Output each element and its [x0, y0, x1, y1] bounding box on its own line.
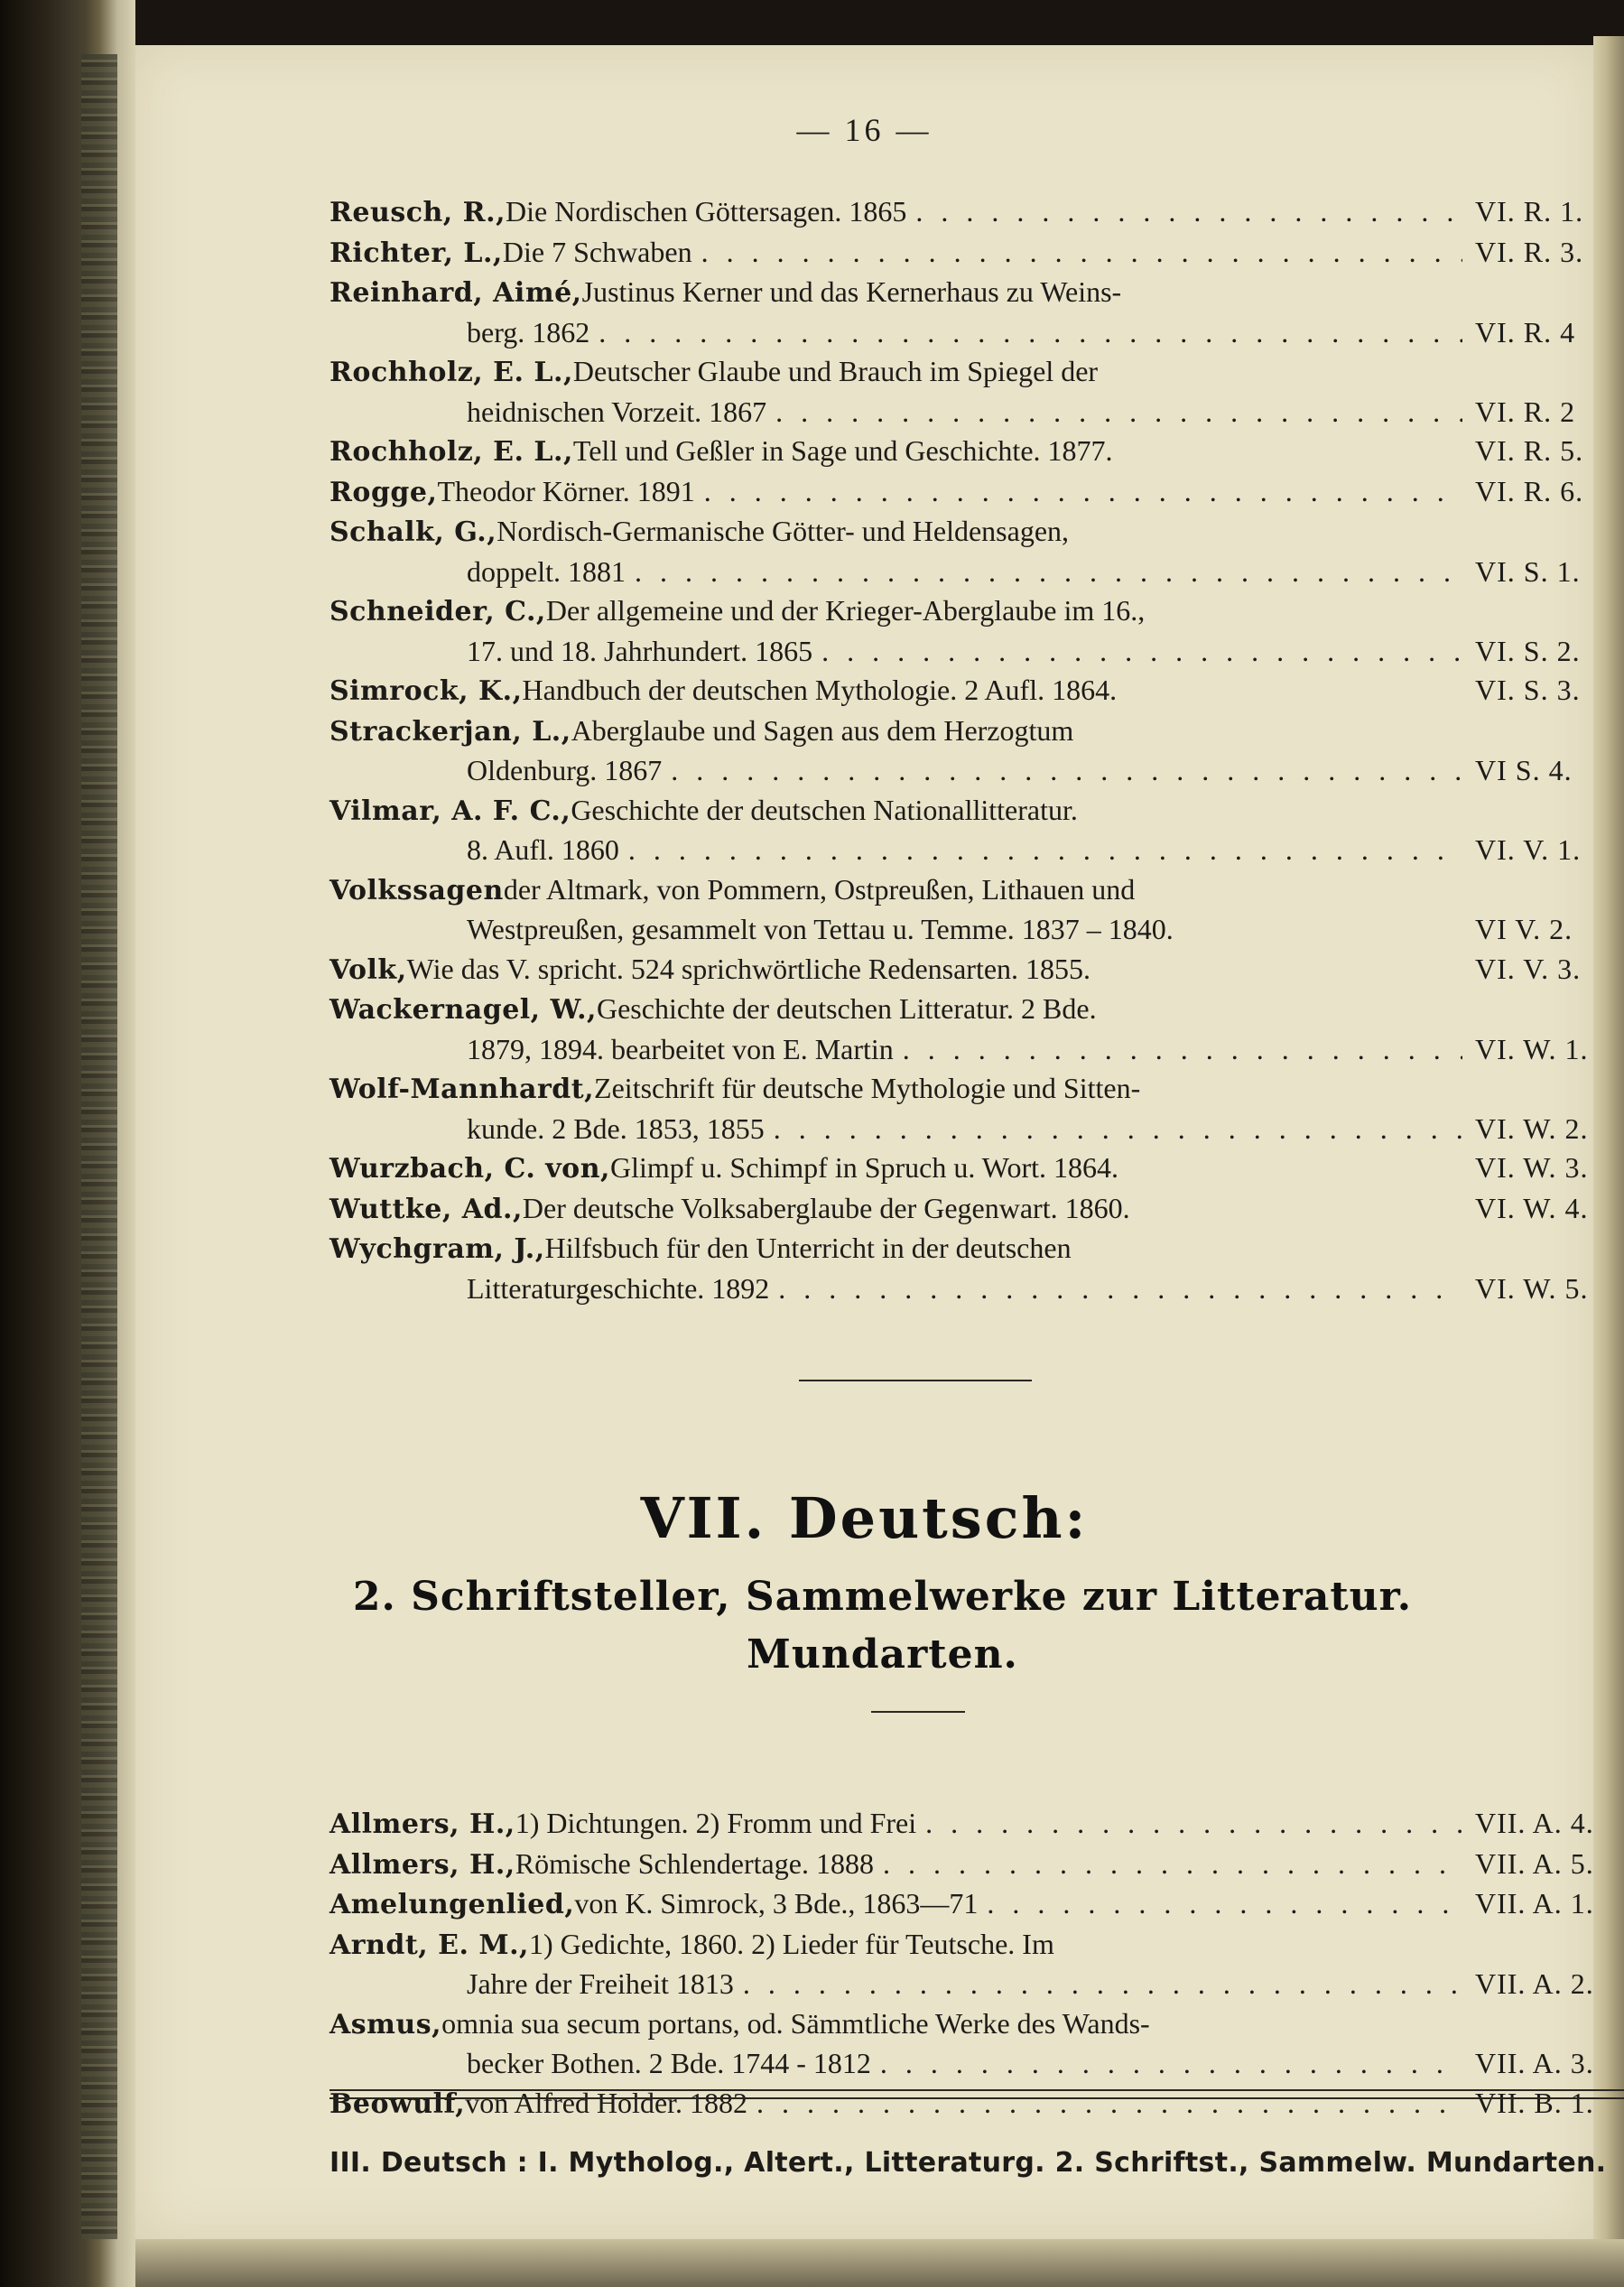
- entry-title: 8. Aufl. 1860: [467, 833, 619, 866]
- shelf-reference: VI S. 4.: [1475, 754, 1573, 786]
- entry-author: Wuttke, Ad.,: [329, 1193, 523, 1225]
- catalog-entry: [329, 2004, 1624, 2084]
- entry-title: Die Nordischen Göttersagen. 1865: [506, 195, 907, 228]
- entry-title: Oldenburg. 1867: [467, 754, 663, 786]
- entry-author: Volk,: [329, 953, 407, 986]
- entry-line: [329, 553, 1624, 592]
- shelf-reference: VI. S. 2.: [1475, 634, 1581, 667]
- entry-title: der Altmark, von Pommern, Ostpreußen, Lithauen und: [503, 872, 1136, 906]
- entry-author: Amelungenlied,: [329, 1889, 575, 1920]
- dot-leader: [778, 1269, 1462, 1309]
- entry-line: [329, 990, 1624, 1030]
- entry-line: [329, 831, 1624, 870]
- entry-line: [329, 711, 1624, 752]
- dot-leader: [774, 1110, 1462, 1149]
- entry-author: Wolf-Mannhardt,: [329, 1074, 595, 1105]
- entry-title: Der deutsche Volksaberglaube der Gegenwart. 1860.: [522, 1191, 1130, 1224]
- entry-author: Rochholz, E. L.,: [329, 436, 573, 468]
- catalog-entry: [329, 1925, 1624, 2004]
- entry-line: [329, 1965, 1624, 2004]
- entry-title: Aberglaube und Sagen aus dem Herzogtum: [571, 713, 1074, 747]
- entry-line: [329, 1845, 1624, 1885]
- entry-title: Der allgemeine und der Krieger-Aberglaube im 16.,: [545, 594, 1146, 627]
- shelf-reference: VII. A. 3.: [1475, 2047, 1594, 2079]
- entry-title: Westpreußen, gesammelt von Tettau u. Temme. 1837 – 1840.: [467, 913, 1174, 945]
- entry-author: Wychgram, J.,: [329, 1233, 545, 1265]
- entry-line: [329, 512, 1624, 553]
- catalog-entry: [329, 472, 1624, 513]
- catalog-entry: [329, 512, 1624, 591]
- entry-title: berg. 1862: [467, 315, 590, 349]
- dot-leader: [628, 831, 1462, 870]
- section-heading: VII. Deutsch:: [640, 1485, 1089, 1551]
- entry-title: Justinus Kerner und das Kernerhaus zu Weins-: [581, 275, 1122, 308]
- entry-title: Deutscher Glaube und Brauch im Spiegel der: [572, 355, 1099, 387]
- catalog-entry: [329, 273, 1624, 352]
- entry-title: von K. Simrock, 3 Bde., 1863—71: [574, 1887, 979, 1920]
- entry-title: Römische Schlendertage. 1888: [515, 1846, 874, 1880]
- catalog-page: [135, 45, 1607, 2239]
- entry-author: Schneider, C.,: [329, 596, 546, 628]
- catalog-entry: [329, 870, 1624, 950]
- entry-author: Allmers, H.,: [329, 1808, 515, 1840]
- entry-title: doppelt. 1881: [467, 554, 626, 588]
- catalog-entry: [329, 711, 1624, 791]
- entry-line: [329, 1148, 1624, 1189]
- dot-leader: [671, 751, 1462, 791]
- entry-title: 1) Gedichte, 1860. 2) Lieder für Teutsche. Im: [528, 1927, 1054, 1960]
- dot-leader: [915, 192, 1462, 232]
- entry-line: [329, 671, 1624, 711]
- entry-line: [329, 393, 1624, 432]
- shelf-reference: VI. W. 1.: [1475, 1032, 1589, 1065]
- entry-author: Vilmar, A. F. C.,: [329, 795, 571, 827]
- dot-leader: [701, 233, 1462, 273]
- entry-author: Richter, L.,: [329, 237, 503, 269]
- catalog-entry: [329, 791, 1624, 870]
- shelf-reference: VII. A. 4.: [1475, 1807, 1594, 1839]
- catalog-entry: [329, 192, 1624, 233]
- entry-title: omnia sua secum portans, od. Sämmtliche Werke des Wands-: [441, 2006, 1150, 2040]
- catalog-entry: [329, 950, 1624, 990]
- shelf-reference: VII. A. 2.: [1475, 1967, 1594, 2000]
- catalog-entry: [329, 233, 1624, 274]
- entry-line: [329, 1069, 1624, 1110]
- dot-leader: [903, 1030, 1462, 1070]
- footer-double-rule: [329, 2089, 1624, 2099]
- entry-line: [329, 1189, 1624, 1230]
- catalog-entry: [329, 1884, 1624, 1925]
- catalog-entry: [329, 990, 1624, 1069]
- footer-running-title: III. Deutsch : I. Mytholog., Altert., Litteraturg. 2. Schriftst., Sammelw. Mundarten.: [329, 2147, 1607, 2179]
- dot-leader: [925, 1804, 1462, 1844]
- entry-line: [329, 1110, 1624, 1149]
- subheading-divider: [871, 1711, 965, 1713]
- entry-line: [329, 2044, 1624, 2084]
- entry-title: 17. und 18. Jahrhundert. 1865: [467, 634, 813, 667]
- entry-line: [329, 432, 1624, 472]
- entry-author: Strackerjan, L.,: [329, 715, 571, 748]
- shelf-reference: VI. W. 2.: [1475, 1111, 1589, 1145]
- dot-leader: [821, 632, 1462, 672]
- entry-title: becker Bothen. 2 Bde. 1744 - 1812: [467, 2047, 871, 2079]
- catalog-entry: [329, 1804, 1624, 1845]
- shelf-reference: VI. R. 6.: [1475, 474, 1584, 507]
- shelf-reference: VI. S. 1.: [1475, 554, 1581, 588]
- entry-author: Allmers, H.,: [329, 1848, 515, 1881]
- catalog-entry: [329, 591, 1624, 671]
- entry-line: [329, 233, 1624, 274]
- shelf-reference: VI. W. 5.: [1475, 1271, 1589, 1305]
- page-number: — 16 —: [796, 112, 933, 148]
- dot-leader: [743, 1965, 1462, 2004]
- entry-line: [329, 352, 1624, 393]
- shelf-reference: VI. R. 5.: [1475, 434, 1584, 467]
- shelf-reference: VI. W. 4.: [1475, 1191, 1589, 1224]
- shelf-reference: VI. W. 3.: [1475, 1151, 1589, 1184]
- entry-title: heidnischen Vorzeit. 1867: [467, 395, 767, 428]
- dot-leader: [599, 313, 1462, 353]
- dot-leader: [775, 393, 1462, 432]
- catalog-entry: [329, 671, 1624, 711]
- entry-line: [329, 192, 1624, 233]
- entry-line: [329, 632, 1624, 672]
- entry-line: [329, 472, 1624, 513]
- catalog-entry: [329, 1189, 1624, 1230]
- entry-line: [329, 910, 1624, 950]
- section-divider: [799, 1380, 1032, 1381]
- page-bottom-edge: [135, 2239, 1624, 2287]
- dot-leader: [987, 1884, 1462, 1924]
- catalog-entry: [329, 352, 1624, 432]
- shelf-reference: VI. R. 2: [1475, 395, 1576, 428]
- shelf-reference: VI. R. 3.: [1475, 235, 1584, 268]
- entry-line: [329, 791, 1624, 832]
- entry-title: Glimpf u. Schimpf in Spruch u. Wort. 1864.: [609, 1151, 1118, 1184]
- shelf-reference: VI V. 2.: [1475, 913, 1573, 945]
- dot-leader: [635, 553, 1462, 592]
- shelf-reference: VII. A. 1.: [1475, 1887, 1594, 1920]
- shelf-reference: VI. S. 3.: [1475, 674, 1581, 706]
- catalog-entry: [329, 1148, 1624, 1189]
- shelf-reference: VI. V. 3.: [1475, 952, 1582, 985]
- entry-title: 1) Dichtungen. 2) Fromm und Frei: [515, 1807, 917, 1839]
- section-vii-entries: [329, 1804, 1624, 2124]
- dot-leader: [883, 1845, 1462, 1884]
- entry-title: Wie das V. spricht. 524 sprichwörtliche Redensarten. 1855.: [406, 952, 1091, 985]
- entry-author: Schalk, G.,: [329, 516, 497, 548]
- catalog-entry: [329, 1069, 1624, 1148]
- entry-author: Reinhard, Aimé,: [329, 277, 582, 309]
- entry-title: Theodor Körner. 1891: [437, 474, 695, 507]
- entry-line: [329, 273, 1624, 313]
- entry-title: Jahre der Freiheit 1813: [467, 1967, 734, 2000]
- entry-title: Geschichte der deutschen Nationallitteratur.: [571, 793, 1078, 826]
- dot-leader: [880, 2044, 1462, 2084]
- entry-line: [329, 751, 1624, 791]
- shelf-reference: VII. B. 1.: [1475, 2086, 1594, 2119]
- entry-line: [329, 1884, 1624, 1925]
- entry-line: [329, 1804, 1624, 1845]
- entry-title: Tell und Geßler in Sage und Geschichte. 1877.: [572, 434, 1113, 467]
- entry-title: Nordisch-Germanische Götter- und Heldensagen,: [496, 515, 1070, 547]
- entry-line: [329, 950, 1624, 990]
- entry-title: Geschichte der deutschen Litteratur. 2 Bde.: [596, 992, 1097, 1025]
- entry-author: Volkssagen: [329, 874, 504, 906]
- catalog-entry: [329, 1229, 1624, 1308]
- shelf-reference: VII. A. 5.: [1475, 1846, 1594, 1880]
- entry-author: Beowulf,: [329, 2087, 466, 2120]
- entry-title: Zeitschrift für deutsche Mythologie und Sitten-: [594, 1072, 1141, 1104]
- section-subheading: 2. Schriftsteller, Sammelwerke zur Litteratur.: [352, 1574, 1413, 1620]
- entry-title: kunde. 2 Bde. 1853, 1855: [467, 1111, 765, 1145]
- catalog-entry: [329, 1845, 1624, 1885]
- entry-line: [329, 2004, 1624, 2045]
- entry-title: von Alfred Holder. 1882: [465, 2086, 748, 2119]
- entry-line: [329, 1229, 1624, 1269]
- entry-title: 1879, 1894. bearbeitet von E. Martin: [467, 1032, 894, 1065]
- section-subheading-continued: Mundarten.: [747, 1632, 1018, 1678]
- entry-author: Wackernagel, W.,: [329, 994, 597, 1026]
- entry-line: [329, 1925, 1624, 1966]
- entry-author: Asmus,: [329, 2008, 442, 2041]
- entry-line: [329, 1030, 1624, 1070]
- entry-title: Die 7 Schwaben: [502, 235, 692, 268]
- entry-line: [329, 313, 1624, 353]
- entry-line: [329, 591, 1624, 632]
- entry-title: Handbuch der deutschen Mythologie. 2 Aufl. 1864.: [522, 674, 1118, 706]
- dot-leader: [704, 472, 1462, 512]
- shelf-reference: VI. R. 4: [1475, 315, 1576, 349]
- shelf-reference: VI. R. 1.: [1475, 195, 1584, 228]
- section-vi-entries: [329, 192, 1624, 1308]
- entry-author: Simrock, K.,: [329, 675, 523, 707]
- entry-line: [329, 870, 1624, 911]
- entry-line: [329, 1269, 1624, 1309]
- entry-author: Arndt, E. M.,: [329, 1929, 529, 1961]
- catalog-entry: [329, 432, 1624, 472]
- entry-title: Hilfsbuch für den Unterricht in der deutschen: [544, 1232, 1072, 1264]
- shelf-reference: VI. V. 1.: [1475, 833, 1582, 866]
- entry-title: Litteraturgeschichte. 1892: [467, 1271, 770, 1305]
- entry-author: Wurzbach, C. von,: [329, 1153, 610, 1185]
- entry-author: Rogge,: [329, 476, 438, 508]
- entry-author: Rochholz, E. L.,: [329, 357, 573, 388]
- entry-author: Reusch, R.,: [329, 197, 506, 228]
- spine-binding-texture: [81, 54, 117, 2239]
